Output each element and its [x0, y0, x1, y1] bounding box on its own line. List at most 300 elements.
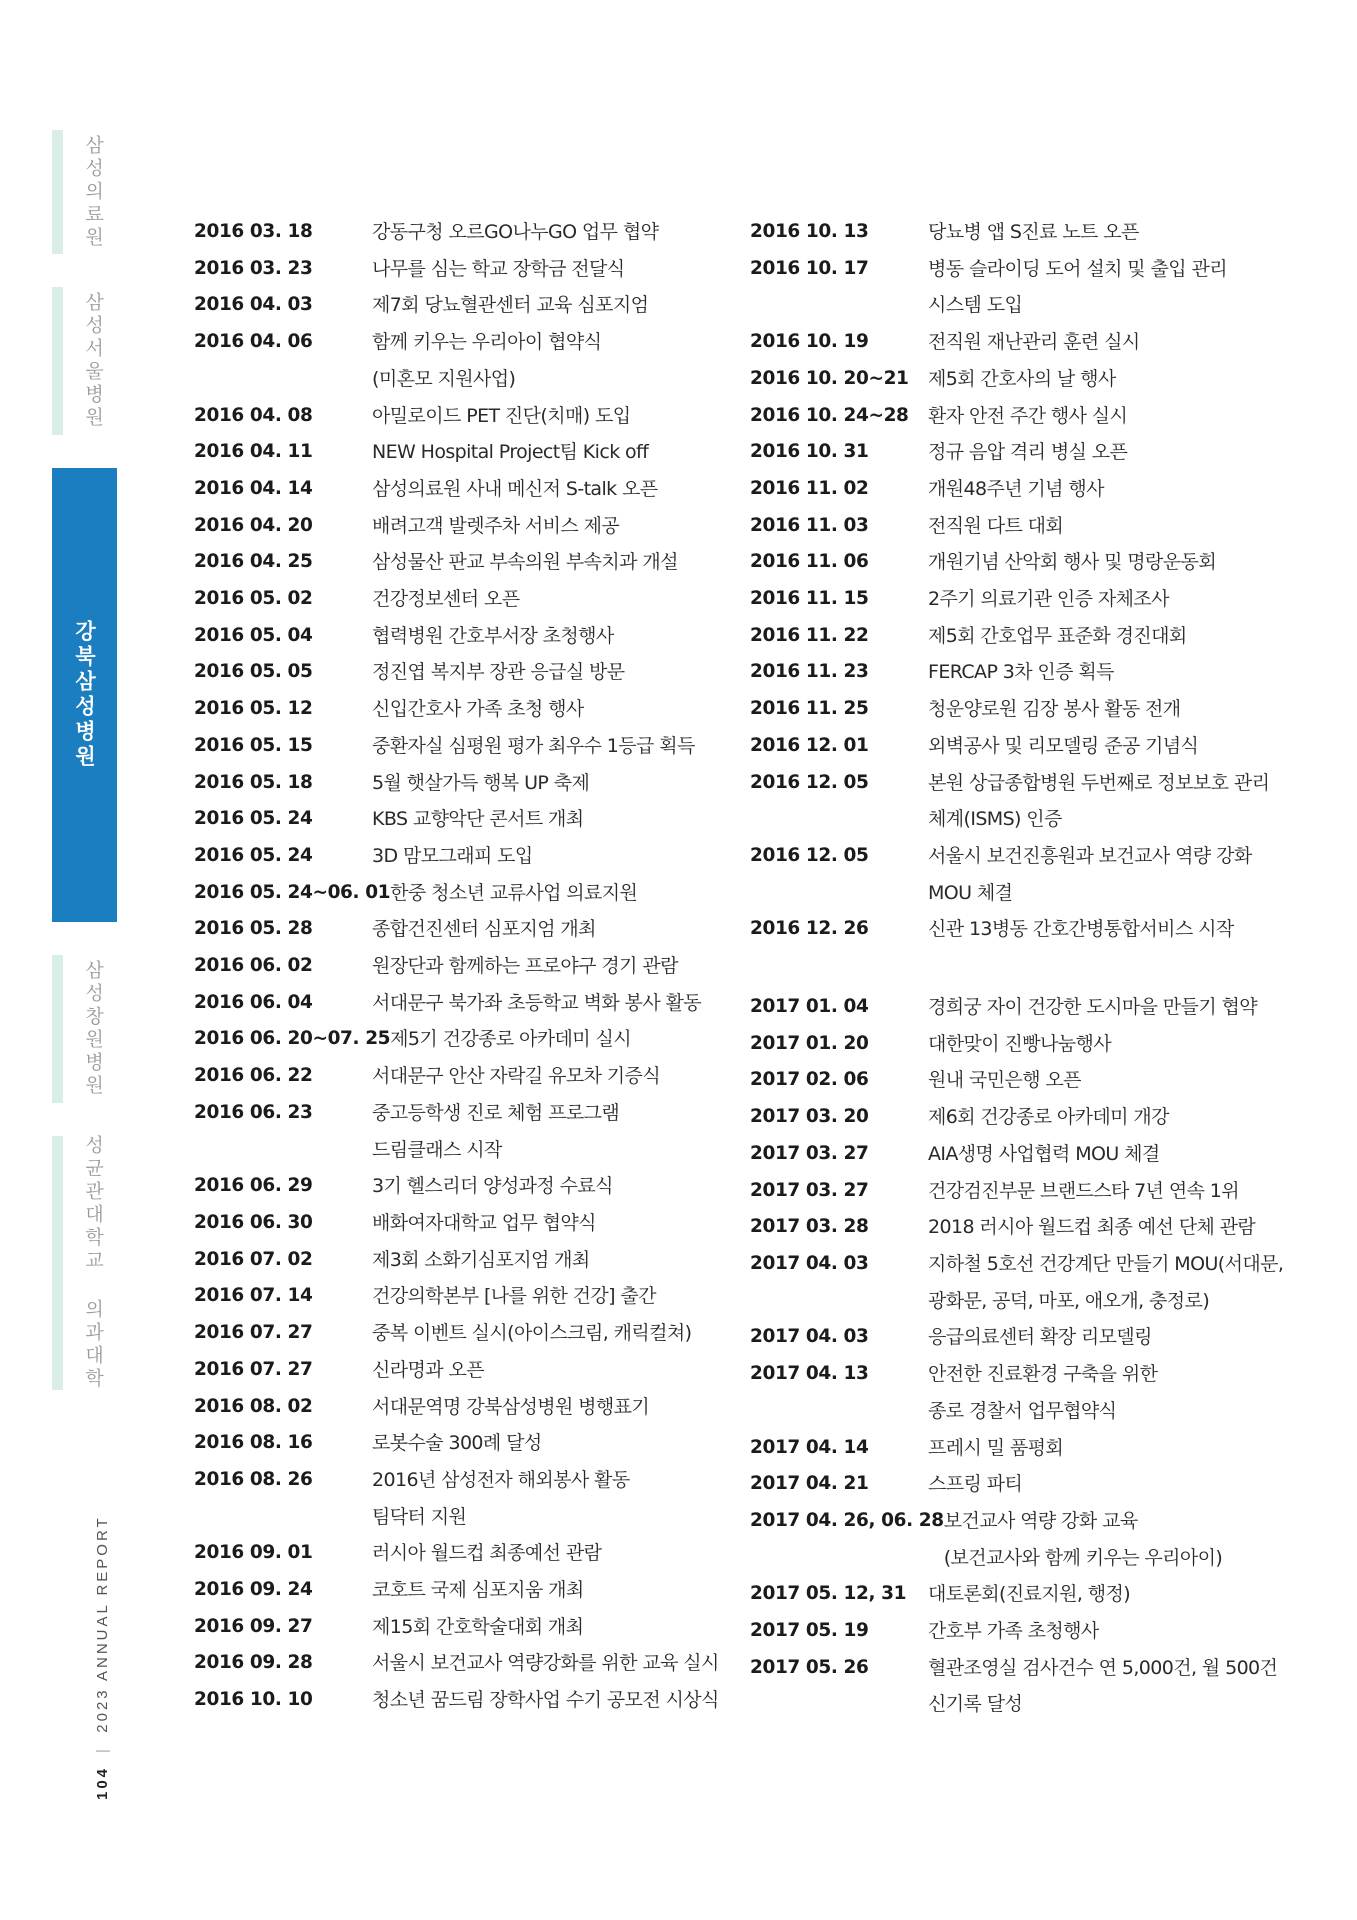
timeline-event: [390, 875, 734, 912]
timeline-event-line: 건강정보센터 오픈: [372, 588, 520, 611]
timeline-right-column: [750, 214, 1290, 1723]
timeline-row: [750, 544, 1290, 581]
timeline-event-line: 청소년 꿈드림 장학사업 수기 공모전 시상식: [372, 1689, 719, 1712]
timeline-date: 2016 07. 27: [194, 1358, 313, 1380]
timeline-date: 2016 06. 23: [194, 1101, 313, 1123]
timeline-event: [928, 1209, 1290, 1246]
timeline-row: [194, 1572, 734, 1609]
timeline-event-line: 종합건진센터 심포지엄 개최: [372, 918, 596, 941]
timeline-event: [928, 398, 1290, 435]
timeline-date: 2016 05. 12: [194, 698, 313, 720]
page-footer: [94, 1515, 111, 1800]
timeline-event-line: 2주기 의료기관 인증 자체조사: [928, 588, 1169, 611]
timeline-event-line: 시스템 도입: [928, 294, 1023, 317]
timeline-event: [372, 985, 734, 1022]
timeline-event: [928, 838, 1290, 911]
timeline-date: 2017 05. 26: [750, 1656, 869, 1678]
footer-separator: |: [94, 1745, 111, 1753]
timeline-event-line: 로봇수술 300례 달성: [372, 1432, 542, 1455]
timeline-event: [372, 1352, 734, 1389]
timeline-event-line: 중환자실 심평원 평가 최우수 1등급 획득: [372, 734, 695, 757]
timeline-row: [750, 1246, 1290, 1319]
timeline-event: [928, 544, 1290, 581]
timeline-event: [928, 1099, 1290, 1136]
timeline-row: [194, 214, 734, 251]
timeline-date: 2016 09. 24: [194, 1579, 313, 1601]
timeline-date: 2016 03. 23: [194, 257, 313, 279]
timeline-event-line: 배려고객 발렛주차 서비스 제공: [372, 514, 620, 537]
timeline-event-line: 신입간호사 가족 초청 행사: [372, 698, 584, 721]
side-tab-samsung-changwon-hospital[interactable]: [52, 955, 117, 1103]
timeline-date: 2017 01. 20: [750, 1032, 869, 1054]
timeline-row: [750, 324, 1290, 361]
timeline-event-line: 서울시 보건교사 역량강화를 위한 교육 실시: [372, 1652, 719, 1675]
timeline-row: [750, 1503, 1290, 1576]
timeline-event-line: (미혼모 지원사업): [372, 367, 516, 390]
timeline-event: [372, 1278, 734, 1315]
timeline-event-line: 전직원 다트 대회: [928, 514, 1064, 537]
timeline-row: [194, 1425, 734, 1462]
timeline-row: [194, 838, 734, 875]
timeline-event-line: 아밀로이드 PET 진단(치매) 도입: [372, 404, 631, 427]
timeline-date: 2016 12. 05: [750, 771, 869, 793]
timeline-row: [750, 1613, 1290, 1650]
timeline-row: [750, 1430, 1290, 1467]
timeline-event: [372, 471, 734, 508]
timeline-date: 2017 04. 14: [750, 1436, 869, 1458]
timeline-date: 2016 11. 23: [750, 661, 869, 683]
timeline-event: [928, 618, 1290, 655]
timeline-date: 2017 03. 27: [750, 1142, 869, 1164]
timeline-row: [750, 1466, 1290, 1503]
timeline-event-line: 체계(ISMS) 인증: [928, 808, 1062, 831]
side-tab-label: 삼성서울병원: [82, 292, 104, 430]
timeline-row: [194, 1682, 734, 1719]
timeline-date: 2016 09. 28: [194, 1652, 313, 1674]
timeline-row: [194, 1205, 734, 1242]
side-tab-label: 성균관대학교 의과대학: [82, 1135, 104, 1391]
timeline-event: [928, 1062, 1290, 1099]
timeline-event: [928, 654, 1290, 691]
timeline-row: [750, 434, 1290, 471]
timeline-date: 2016 09. 01: [194, 1542, 313, 1564]
timeline-date: 2016 06. 29: [194, 1175, 313, 1197]
timeline-event: [928, 508, 1290, 545]
timeline-event: [372, 1572, 734, 1609]
timeline-row: [194, 1168, 734, 1205]
timeline-event: [372, 1645, 734, 1682]
timeline-event: [928, 214, 1290, 251]
timeline-event-line: 함께 키우는 우리아이 협약식: [372, 331, 602, 354]
timeline-row: [750, 1356, 1290, 1429]
timeline-row: [194, 985, 734, 1022]
timeline-event: [928, 1576, 1290, 1613]
timeline-date: 2017 04. 03: [750, 1252, 869, 1274]
timeline-event: [372, 251, 734, 288]
timeline-event: [372, 838, 734, 875]
timeline-row: [750, 618, 1290, 655]
timeline-event-line: 프레시 밀 품평회: [928, 1436, 1064, 1459]
timeline-event-line: 제6회 건강종로 아카데미 개강: [928, 1106, 1169, 1129]
timeline-event-line: 협력병원 간호부서장 초청행사: [372, 624, 614, 647]
timeline-event-line: 원내 국민은행 오픈: [928, 1069, 1081, 1092]
timeline-event: [372, 214, 734, 251]
timeline-event: [372, 1095, 734, 1168]
timeline-event-line: MOU 체결: [928, 881, 1013, 904]
timeline-event-line: 간호부 가족 초청행사: [928, 1620, 1099, 1643]
timeline-date: 2016 11. 15: [750, 588, 869, 610]
timeline-date: 2016 08. 16: [194, 1432, 313, 1454]
side-tab-bar: [52, 130, 63, 254]
timeline-event: [928, 324, 1290, 361]
timeline-event-line: 광화문, 공덕, 마포, 애오개, 충정로): [928, 1289, 1210, 1312]
report-title: 2023 ANNUAL REPORT: [94, 1515, 111, 1733]
timeline-row: [750, 1209, 1290, 1246]
timeline-event-line: 개원기념 산악회 행사 및 명랑운동회: [928, 551, 1217, 574]
timeline-row: [194, 618, 734, 655]
timeline-date: 2017 03. 28: [750, 1216, 869, 1238]
timeline-row: [750, 989, 1290, 1026]
timeline-date: 2016 06. 02: [194, 955, 313, 977]
timeline-date: 2016 10. 24~28: [750, 404, 909, 426]
timeline-event: [372, 691, 734, 728]
timeline-date: 2016 05. 24: [194, 808, 313, 830]
timeline-event: [372, 544, 734, 581]
timeline-event: [372, 508, 734, 545]
timeline-event-line: 2018 러시아 월드컵 최종 예선 단체 관람: [928, 1216, 1256, 1239]
timeline-date: 2016 06. 04: [194, 991, 313, 1013]
timeline-event-line: 서대문구 안산 자락길 유모차 기증식: [372, 1065, 661, 1088]
timeline-event: [928, 434, 1290, 471]
timeline-event-line: 개원48주년 기념 행사: [928, 477, 1104, 500]
timeline-date: 2016 11. 06: [750, 551, 869, 573]
timeline-event-line: 안전한 진료환경 구축을 위한: [928, 1363, 1158, 1386]
timeline-event: [372, 801, 734, 838]
timeline-row: [194, 948, 734, 985]
timeline-event-line: 서울시 보건진흥원과 보건교사 역량 강화: [928, 844, 1252, 867]
timeline-event: [372, 434, 734, 471]
timeline-event: [928, 1466, 1290, 1503]
timeline-event: [372, 1609, 734, 1646]
timeline-event-line: 건강검진부문 브랜드스타 7년 연속 1위: [928, 1179, 1240, 1202]
timeline-date: 2017 05. 19: [750, 1620, 869, 1642]
timeline-event-line: 대한맞이 진빵나눔행사: [928, 1032, 1111, 1055]
timeline-event-line: 제7회 당뇨혈관센터 교육 심포지엄: [372, 294, 649, 317]
timeline-event: [372, 581, 734, 618]
timeline-row: [194, 691, 734, 728]
timeline-date: 2017 04. 03: [750, 1326, 869, 1348]
timeline-row: [194, 434, 734, 471]
timeline-event: [372, 654, 734, 691]
timeline-event-line: 5월 햇살가득 행복 UP 축제: [372, 771, 590, 794]
timeline-event-line: 배화여자대학교 업무 협약식: [372, 1211, 596, 1234]
timeline-event: [372, 1242, 734, 1279]
timeline-row: [194, 801, 734, 838]
timeline-date: 2016 04. 25: [194, 551, 313, 573]
timeline-event: [928, 728, 1290, 765]
timeline-date: 2016 10. 10: [194, 1689, 313, 1711]
timeline-date: 2016 11. 03: [750, 514, 869, 536]
timeline-event: [928, 1136, 1290, 1173]
timeline-event: [372, 618, 734, 655]
side-tab-samsung-seoul-hospital[interactable]: [52, 287, 117, 435]
timeline-date: 2016 06. 20~07. 25: [194, 1028, 391, 1050]
timeline-date: 2016 11. 25: [750, 698, 869, 720]
timeline-row: [750, 654, 1290, 691]
timeline-row: [750, 911, 1290, 948]
timeline-date: 2016 06. 30: [194, 1211, 313, 1233]
timeline-event-line: 응급의료센터 확장 리모델링: [928, 1326, 1152, 1349]
timeline-event: [372, 765, 734, 802]
timeline-date: 2016 04. 08: [194, 404, 313, 426]
timeline-event-line: 서대문역명 강북삼성병원 병행표기: [372, 1395, 650, 1418]
timeline-date: 2016 04. 14: [194, 477, 313, 499]
timeline-event-line: 환자 안전 주간 행사 실시: [928, 404, 1128, 427]
timeline-event-line: 제15회 간호학술대회 개최: [372, 1615, 584, 1638]
timeline-event-line: 서대문구 북가좌 초등학교 벽화 봉사 활동: [372, 991, 702, 1014]
timeline-date: 2017 05. 12, 31: [750, 1583, 907, 1605]
side-tab-label: 삼성창원병원: [82, 960, 104, 1098]
timeline-date: 2016 03. 18: [194, 221, 313, 242]
timeline-event-line: 제5회 간호사의 날 행사: [928, 367, 1116, 390]
timeline-event-line: 신라명과 오픈: [372, 1358, 484, 1381]
timeline-row: [750, 1136, 1290, 1173]
timeline-event-line: 3기 헬스리더 양성과정 수료식: [372, 1175, 613, 1198]
timeline-event-line: 강동구청 오르GO나누GO 업무 협약: [372, 221, 659, 243]
timeline-date: 2016 07. 02: [194, 1248, 313, 1270]
timeline-year-gap: [750, 948, 1290, 989]
timeline-row: [194, 1462, 734, 1535]
timeline-date: 2016 10. 20~21: [750, 367, 909, 389]
timeline-row: [194, 765, 734, 802]
timeline-event-line: 본원 상급종합병원 두번째로 정보보호 관리: [928, 771, 1270, 794]
timeline-event: [372, 1315, 734, 1352]
timeline-date: 2017 01. 04: [750, 996, 869, 1018]
timeline-row: [750, 398, 1290, 435]
timeline-date: 2016 08. 26: [194, 1468, 313, 1490]
timeline-event-line: 종로 경찰서 업무협약식: [928, 1399, 1117, 1422]
timeline-event-line: 2016년 삼성전자 해외봉사 활동: [372, 1468, 630, 1491]
timeline-event-line: 지하철 5호선 건강계단 만들기 MOU(서대문,: [928, 1252, 1284, 1275]
timeline-row: [750, 1099, 1290, 1136]
timeline-event: [928, 471, 1290, 508]
timeline-event-line: 3D 맘모그래피 도입: [372, 844, 533, 867]
timeline-row: [750, 691, 1290, 728]
timeline-event-line: 중복 이벤트 실시(아이스크림, 캐릭컬쳐): [372, 1322, 692, 1345]
timeline-event: [928, 989, 1290, 1026]
timeline-row: [194, 654, 734, 691]
timeline-event-line: 청운양로원 김장 봉사 활동 전개: [928, 698, 1181, 721]
timeline-event-line: 신관 13병동 간호간병통합서비스 시작: [928, 918, 1234, 941]
timeline-row: [194, 1352, 734, 1389]
side-tab-label: 삼성의료원: [82, 134, 104, 250]
timeline-row: [750, 1173, 1290, 1210]
timeline-row: [194, 1095, 734, 1168]
timeline-event: [928, 691, 1290, 728]
timeline-event-line: KBS 교향악단 콘서트 개최: [372, 808, 584, 831]
timeline-event-line: 신기록 달성: [928, 1693, 1023, 1716]
side-tab-skku-medicine[interactable]: [52, 1136, 117, 1390]
timeline-date: 2016 07. 14: [194, 1285, 313, 1307]
timeline-event-line: 대토론회(진료지원, 행정): [928, 1583, 1131, 1606]
timeline-date: 2016 05. 15: [194, 734, 313, 756]
timeline-event: [928, 251, 1290, 324]
timeline-event-line: NEW Hospital Project팀 Kick off: [372, 441, 649, 464]
timeline-event-line: AIA생명 사업협력 MOU 체결: [928, 1142, 1160, 1165]
timeline-event: [372, 1058, 734, 1095]
timeline-row: [750, 1062, 1290, 1099]
timeline-event: [372, 1205, 734, 1242]
timeline-row: [750, 471, 1290, 508]
timeline-event-line: 당뇨병 앱 S진료 노트 오픈: [928, 221, 1139, 243]
timeline-row: [194, 287, 734, 324]
timeline-date: 2016 05. 04: [194, 624, 313, 646]
timeline-date: 2016 05. 02: [194, 588, 313, 610]
timeline-date: 2016 06. 22: [194, 1065, 313, 1087]
timeline-row: [750, 765, 1290, 838]
timeline-date: 2016 10. 19: [750, 331, 869, 353]
timeline-event: [372, 398, 734, 435]
timeline-event: [372, 1425, 734, 1462]
timeline-row: [750, 1650, 1290, 1723]
timeline-event: [928, 361, 1290, 398]
timeline-event: [372, 1389, 734, 1426]
page-number: 104: [94, 1765, 111, 1800]
timeline-row: [194, 581, 734, 618]
timeline-row: [750, 728, 1290, 765]
timeline-event: [372, 728, 734, 765]
side-tab-samsung-medical-center[interactable]: [52, 130, 117, 254]
timeline-event: [372, 911, 734, 948]
timeline-event: [372, 1168, 734, 1205]
timeline-event-line: 병동 슬라이딩 도어 설치 및 출입 관리: [928, 257, 1227, 280]
timeline-row: [194, 544, 734, 581]
timeline-row: [750, 251, 1290, 324]
timeline-row: [194, 728, 734, 765]
timeline-row: [750, 214, 1290, 251]
timeline-date: 2016 12. 01: [750, 734, 869, 756]
timeline-row: [750, 1319, 1290, 1356]
timeline-event: [372, 948, 734, 985]
timeline-event-line: 한중 청소년 교류사업 의료지원: [390, 881, 638, 904]
timeline-event: [928, 1356, 1290, 1429]
timeline-event-line: 제3회 소화기심포지엄 개최: [372, 1248, 590, 1271]
timeline-date: 2016 04. 03: [194, 294, 313, 316]
timeline-row: [750, 361, 1290, 398]
timeline-row: [750, 838, 1290, 911]
timeline-row: [194, 1609, 734, 1646]
timeline-row: [194, 471, 734, 508]
timeline-event-line: FERCAP 3차 인증 획득: [928, 661, 1114, 684]
timeline-date: 2016 07. 27: [194, 1322, 313, 1344]
timeline-event: [928, 911, 1290, 948]
timeline-date: 2017 04. 13: [750, 1363, 869, 1385]
timeline-event-line: 원장단과 함께하는 프로야구 경기 관람: [372, 955, 678, 978]
timeline-event: [928, 1430, 1290, 1467]
timeline-event: [928, 1173, 1290, 1210]
timeline-event: [944, 1503, 1290, 1576]
timeline-event-line: 혈관조영실 검사건수 연 5,000건, 월 500건: [928, 1656, 1278, 1679]
timeline-date: 2016 11. 22: [750, 624, 869, 646]
timeline-event-line: 전직원 재난관리 훈련 실시: [928, 331, 1140, 354]
side-tab-label: 강북삼성병원: [72, 620, 97, 770]
timeline-date: 2016 11. 02: [750, 477, 869, 499]
timeline-date: 2016 04. 06: [194, 331, 313, 353]
timeline-event: [928, 1613, 1290, 1650]
side-tab-bar: [52, 287, 63, 435]
side-tab-bar: [52, 1136, 63, 1390]
timeline-date: 2016 05. 24: [194, 844, 313, 866]
timeline-event-line: 보건교사 역량 강화 교육: [943, 1509, 1138, 1532]
timeline-event-line: 스프링 파티: [928, 1473, 1023, 1496]
timeline-event: [928, 581, 1290, 618]
timeline-event-line: 제5회 간호업무 표준화 경진대회: [928, 624, 1187, 647]
timeline-event-line: 정진엽 복지부 장관 응급실 방문: [372, 661, 625, 684]
timeline-event-line: 제5기 건강종로 아카데미 실시: [390, 1028, 632, 1051]
timeline-date: 2016 10. 13: [750, 221, 869, 242]
timeline-row: [194, 398, 734, 435]
timeline-event-line: 코호트 국제 심포지움 개최: [372, 1579, 584, 1602]
timeline-event: [372, 324, 734, 397]
timeline-event-line: 외벽공사 및 리모델링 준공 기념식: [928, 734, 1199, 757]
timeline-event-line: 나무를 심는 학교 장학금 전달식: [372, 257, 625, 280]
timeline-row: [750, 1576, 1290, 1613]
timeline-event-line: 드림클래스 시작: [372, 1138, 502, 1161]
timeline-event-line: 팀닥터 지원: [372, 1505, 467, 1528]
timeline-row: [194, 324, 734, 397]
timeline-event: [928, 1650, 1290, 1723]
timeline-row: [750, 508, 1290, 545]
timeline-event-line: 정규 음압 격리 병실 오픈: [928, 441, 1128, 464]
timeline-event-line: 건강의학본부 [나를 위한 건강] 출간: [372, 1285, 656, 1308]
timeline-event: [372, 1462, 734, 1535]
timeline-event: [928, 1026, 1290, 1063]
timeline-row: [194, 911, 734, 948]
side-tab-bar: [52, 955, 63, 1103]
timeline-event: [928, 1319, 1290, 1356]
timeline-event-line: 삼성물산 판교 부속의원 부속치과 개설: [372, 551, 678, 574]
timeline-event: [372, 1535, 734, 1572]
timeline-event-line: 경희궁 자이 건강한 도시마을 만들기 협약: [928, 996, 1258, 1019]
timeline-row: [750, 1026, 1290, 1063]
timeline-row: [194, 251, 734, 288]
timeline-event-line: 삼성의료원 사내 메신저 S-talk 오픈: [372, 477, 658, 500]
timeline-left-column: [194, 214, 734, 1719]
timeline-date: 2016 09. 27: [194, 1615, 313, 1637]
timeline-date: 2016 10. 31: [750, 441, 869, 463]
timeline-date: 2016 04. 20: [194, 514, 313, 536]
timeline-event: [390, 1021, 734, 1058]
timeline-date: 2017 04. 26, 06. 28: [750, 1509, 944, 1531]
timeline-row: [194, 1315, 734, 1352]
timeline-event: [372, 1682, 734, 1719]
timeline-date: 2016 05. 18: [194, 771, 313, 793]
timeline-date: 2016 12. 05: [750, 844, 869, 866]
timeline-date: 2017 03. 20: [750, 1106, 869, 1128]
timeline-date: 2016 10. 17: [750, 257, 869, 279]
timeline-date: 2016 04. 11: [194, 441, 313, 463]
timeline-date: 2016 08. 02: [194, 1395, 313, 1417]
timeline-date: 2017 03. 27: [750, 1179, 869, 1201]
timeline-event: [928, 1246, 1290, 1319]
timeline-event-line: 러시아 월드컵 최종예선 관람: [372, 1542, 602, 1565]
timeline-date: 2017 04. 21: [750, 1473, 869, 1495]
timeline-event: [372, 287, 734, 324]
timeline-event-line: (보건교사와 함께 키우는 우리아이): [943, 1546, 1223, 1569]
side-tab-kangbuk-samsung-hospital[interactable]: [52, 468, 117, 922]
timeline-row: [194, 1278, 734, 1315]
timeline-row: [194, 875, 734, 912]
